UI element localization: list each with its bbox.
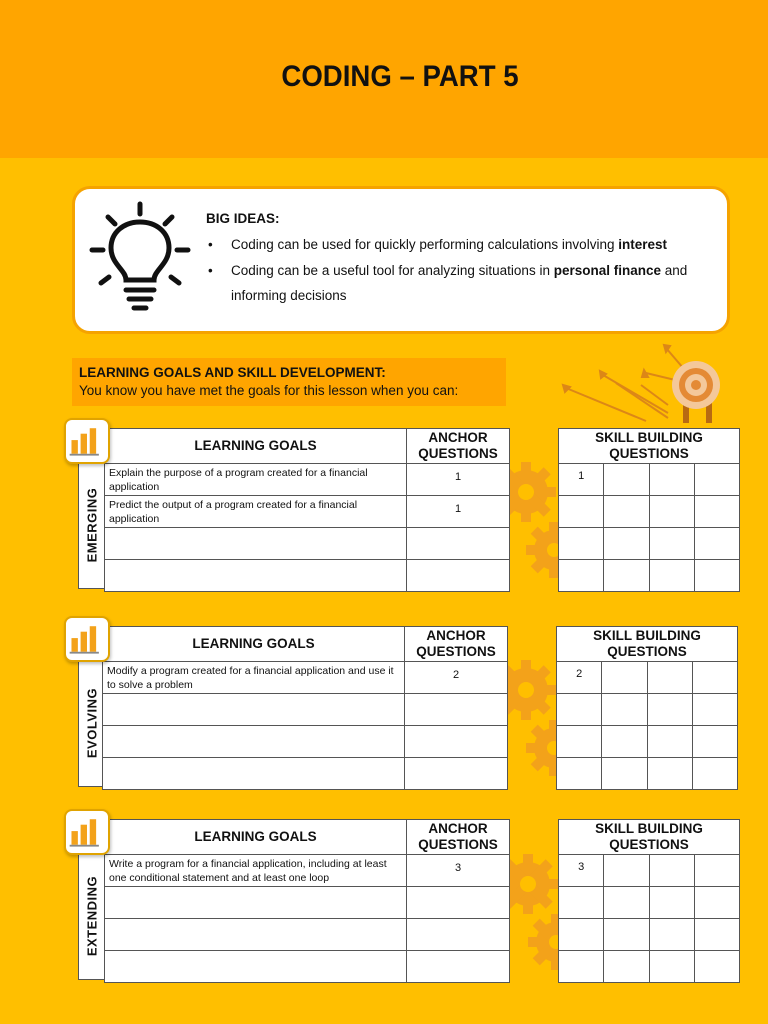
anchor-header: ANCHOR QUESTIONS — [405, 627, 508, 662]
question-number-cell — [407, 919, 510, 951]
question-number-cell — [604, 528, 649, 560]
question-number-cell — [407, 528, 510, 560]
anchor-header: ANCHOR QUESTIONS — [407, 429, 510, 464]
question-number-cell — [604, 855, 649, 887]
table-row — [105, 560, 510, 592]
question-number-cell — [559, 528, 604, 560]
table-row — [557, 662, 738, 694]
table-row — [103, 662, 508, 694]
question-number-cell — [694, 560, 739, 592]
question-number-cell — [694, 951, 739, 983]
table-row — [559, 887, 740, 919]
table-row — [559, 528, 740, 560]
question-number-cell — [407, 560, 510, 592]
question-number-cell — [692, 726, 737, 758]
question-number-cell — [647, 726, 692, 758]
question-number-cell — [557, 726, 602, 758]
question-number-cell: 2 — [557, 662, 602, 694]
section-label-extending: EXTENDING — [78, 852, 104, 980]
question-number-cell — [694, 464, 739, 496]
learning-goal-cell: Predict the output of a program created for a financial application — [105, 496, 407, 528]
question-number-cell: 1 — [407, 496, 510, 528]
question-number-cell — [647, 694, 692, 726]
table-row — [105, 887, 510, 919]
learning-goal-cell — [105, 528, 407, 560]
learning-goal-cell: Explain the purpose of a program created for a financial application — [105, 464, 407, 496]
table-row — [559, 951, 740, 983]
table-row — [557, 726, 738, 758]
big-idea-item: • Coding can be used for quickly performing calculations involving interest — [206, 232, 716, 258]
table-row — [559, 560, 740, 592]
table-row — [105, 528, 510, 560]
question-number-cell — [602, 694, 647, 726]
question-number-cell — [405, 758, 508, 790]
learning-goals-banner — [72, 358, 506, 406]
goals-header: LEARNING GOALS — [105, 820, 407, 855]
question-number-cell — [649, 528, 694, 560]
question-number-cell — [405, 694, 508, 726]
section-label-evolving: EVOLVING — [78, 659, 104, 787]
learning-goal-cell — [105, 951, 407, 983]
question-number-cell — [557, 694, 602, 726]
learning-goal-cell — [105, 919, 407, 951]
question-number-cell — [694, 919, 739, 951]
question-number-cell: 3 — [559, 855, 604, 887]
bar-chart-icon — [64, 616, 110, 662]
table-row — [559, 919, 740, 951]
learning-goals-title: LEARNING GOALS AND SKILL DEVELOPMENT: — [79, 365, 386, 380]
question-number-cell — [407, 951, 510, 983]
question-number-cell — [649, 464, 694, 496]
anchor-header: ANCHOR QUESTIONS — [407, 820, 510, 855]
question-number-cell: 1 — [559, 464, 604, 496]
bar-chart-icon — [64, 418, 110, 464]
question-number-cell — [559, 560, 604, 592]
page-title: CODING – PART 5 — [281, 60, 519, 93]
question-number-cell — [647, 662, 692, 694]
table-row — [559, 464, 740, 496]
question-number-cell — [602, 662, 647, 694]
table-header-row — [105, 820, 510, 855]
question-number-cell — [604, 919, 649, 951]
table-row — [103, 726, 508, 758]
table-row — [559, 496, 740, 528]
target-arrows-icon — [556, 343, 736, 425]
question-number-cell: 3 — [407, 855, 510, 887]
question-number-cell — [604, 887, 649, 919]
question-number-cell — [407, 887, 510, 919]
table-row — [105, 951, 510, 983]
table-row — [103, 758, 508, 790]
big-ideas-title: BIG IDEAS: — [206, 211, 280, 226]
learning-goal-cell: Modify a program created for a financial application and use it to solve a problem — [103, 662, 405, 694]
table-row — [557, 694, 738, 726]
question-number-cell — [559, 887, 604, 919]
learning-goal-cell — [105, 887, 407, 919]
learning-goals-table — [104, 428, 510, 592]
question-number-cell — [604, 951, 649, 983]
question-number-cell — [559, 919, 604, 951]
learning-goals-table — [104, 819, 510, 983]
table-row — [557, 758, 738, 790]
table-header-row — [103, 627, 508, 662]
question-number-cell — [692, 694, 737, 726]
table-header-row — [557, 627, 738, 662]
question-number-cell — [649, 919, 694, 951]
skill-header: SKILL BUILDING QUESTIONS — [557, 627, 738, 662]
learning-goals-subtitle: You know you have met the goals for this lesson when you can: — [79, 383, 459, 398]
skill-header: SKILL BUILDING QUESTIONS — [559, 820, 740, 855]
question-number-cell — [694, 496, 739, 528]
question-number-cell — [559, 496, 604, 528]
question-number-cell — [604, 496, 649, 528]
question-number-cell — [649, 496, 694, 528]
learning-goal-cell — [103, 758, 405, 790]
question-number-cell — [559, 951, 604, 983]
learning-goal-cell — [103, 694, 405, 726]
table-row — [105, 855, 510, 887]
goals-header: LEARNING GOALS — [105, 429, 407, 464]
question-number-cell — [692, 758, 737, 790]
table-row — [559, 855, 740, 887]
skill-building-table — [558, 428, 740, 592]
question-number-cell — [694, 528, 739, 560]
big-ideas-list — [206, 232, 716, 309]
question-number-cell — [649, 951, 694, 983]
gear-icon — [506, 450, 566, 600]
skill-building-table — [558, 819, 740, 983]
question-number-cell: 2 — [405, 662, 508, 694]
question-number-cell — [604, 560, 649, 592]
goals-header: LEARNING GOALS — [103, 627, 405, 662]
question-number-cell — [649, 887, 694, 919]
learning-goal-cell — [103, 726, 405, 758]
table-header-row — [559, 429, 740, 464]
question-number-cell — [604, 464, 649, 496]
question-number-cell — [405, 726, 508, 758]
table-header-row — [559, 820, 740, 855]
learning-goal-cell: Write a program for a financial application, including at least one conditional statement and at least one loop — [105, 855, 407, 887]
bar-chart-icon — [64, 809, 110, 855]
table-row — [105, 919, 510, 951]
question-number-cell — [557, 758, 602, 790]
big-idea-item: • Coding can be a useful tool for analyzing situations in personal finance and informing decisions — [206, 258, 716, 309]
learning-goals-table — [102, 626, 508, 790]
question-number-cell — [647, 758, 692, 790]
question-number-cell — [649, 560, 694, 592]
learning-goal-cell — [105, 560, 407, 592]
lightbulb-icon — [86, 200, 194, 315]
question-number-cell — [602, 758, 647, 790]
skill-header: SKILL BUILDING QUESTIONS — [559, 429, 740, 464]
question-number-cell — [602, 726, 647, 758]
section-label-emerging: EMERGING — [78, 461, 104, 589]
table-row — [103, 694, 508, 726]
question-number-cell: 1 — [407, 464, 510, 496]
question-number-cell — [649, 855, 694, 887]
question-number-cell — [694, 887, 739, 919]
skill-building-table — [556, 626, 738, 790]
table-row — [105, 496, 510, 528]
table-header-row — [105, 429, 510, 464]
question-number-cell — [694, 855, 739, 887]
table-row — [105, 464, 510, 496]
question-number-cell — [692, 662, 737, 694]
